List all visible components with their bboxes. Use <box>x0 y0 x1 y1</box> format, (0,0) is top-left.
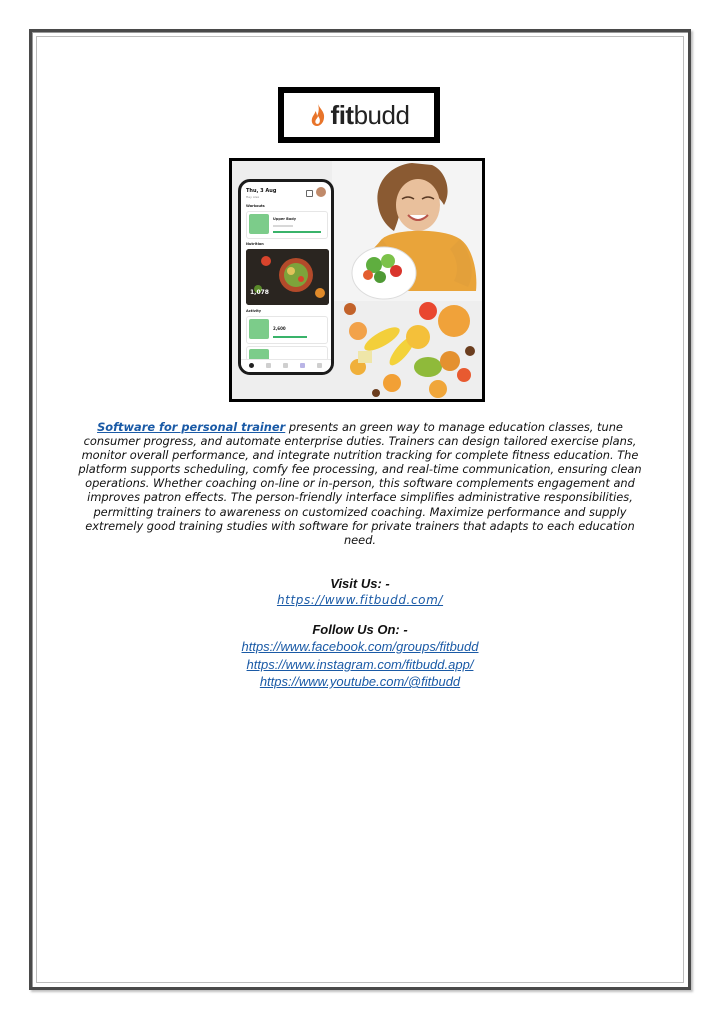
activity-thumb <box>249 319 269 339</box>
bell-icon <box>306 190 313 197</box>
website-link[interactable]: https://www.fitbudd.com/ <box>276 593 444 607</box>
hero-image <box>229 158 485 402</box>
software-link[interactable]: Software for personal trainer <box>97 420 286 434</box>
food-image <box>246 249 329 305</box>
grid-icon <box>266 363 271 368</box>
phone-date: Thu, 3 Aug <box>246 188 277 194</box>
nutrition-card <box>246 249 329 305</box>
chat-icon <box>300 363 305 368</box>
phone-mockup <box>238 179 334 375</box>
fitbudd-logo <box>278 87 440 143</box>
visit-link-row <box>0 592 720 607</box>
description-paragraph <box>78 420 642 547</box>
logo-text-budd: budd <box>353 99 410 130</box>
facebook-link[interactable]: https://www.facebook.com/groups/fitbudd <box>241 639 479 654</box>
workout-title: Upper Body <box>273 217 297 221</box>
phone-bottom-nav <box>241 359 331 372</box>
hero-image-inner <box>232 161 482 399</box>
flame-icon <box>309 103 327 127</box>
workout-card <box>246 211 328 239</box>
workout-line <box>273 225 293 227</box>
workout-thumb <box>249 214 269 234</box>
phone-section-workouts: Workouts <box>246 204 265 208</box>
logo-text-fit: fit <box>330 99 354 130</box>
activity-progress <box>273 336 307 338</box>
home-icon <box>249 363 254 368</box>
nutrition-value: 1,078 <box>250 289 269 296</box>
video-icon <box>283 363 288 368</box>
instagram-link[interactable]: https://www.instagram.com/fitbudd.app/ <box>246 657 474 672</box>
instagram-link-row <box>0 657 720 672</box>
youtube-link-row <box>0 674 720 689</box>
logo-inner <box>282 91 436 139</box>
phone-section-nutrition: Nutrition <box>246 242 264 246</box>
youtube-link[interactable]: https://www.youtube.com/@fitbudd <box>259 674 461 689</box>
activity-card <box>246 316 328 344</box>
description-text: presents an green way to manage education classes, tune consumer progress, and automate enterprise duties. Trainers can design tailored exercise plans, monitor overall performance, and integrate nutrition tracking for complete fitness education. The platform supports scheduling, comfy fee processing, and real-time communication, ensuring clean operations. Whether coaching on-line or in-person, this software complements engagement and improves patron effects. The person-friendly interface simplifies administrative responsibilities, permitting trainers to awareness on customized coaching. Maximize performance and supply extremely good training studies with software for private trainers that adapts to each education need. <box>78 420 642 547</box>
activity-value: 2,600 <box>273 326 286 331</box>
phone-section-activity: Activity <box>246 309 262 313</box>
avatar <box>316 187 326 197</box>
facebook-link-row <box>0 639 720 654</box>
logo-wordmark <box>331 100 410 131</box>
phone-subtitle: Hey Alex <box>246 195 260 199</box>
workout-progress <box>273 231 321 233</box>
visit-label: Visit Us: - <box>330 576 390 591</box>
profile-icon <box>317 363 322 368</box>
follow-label: Follow Us On: - <box>312 622 408 637</box>
